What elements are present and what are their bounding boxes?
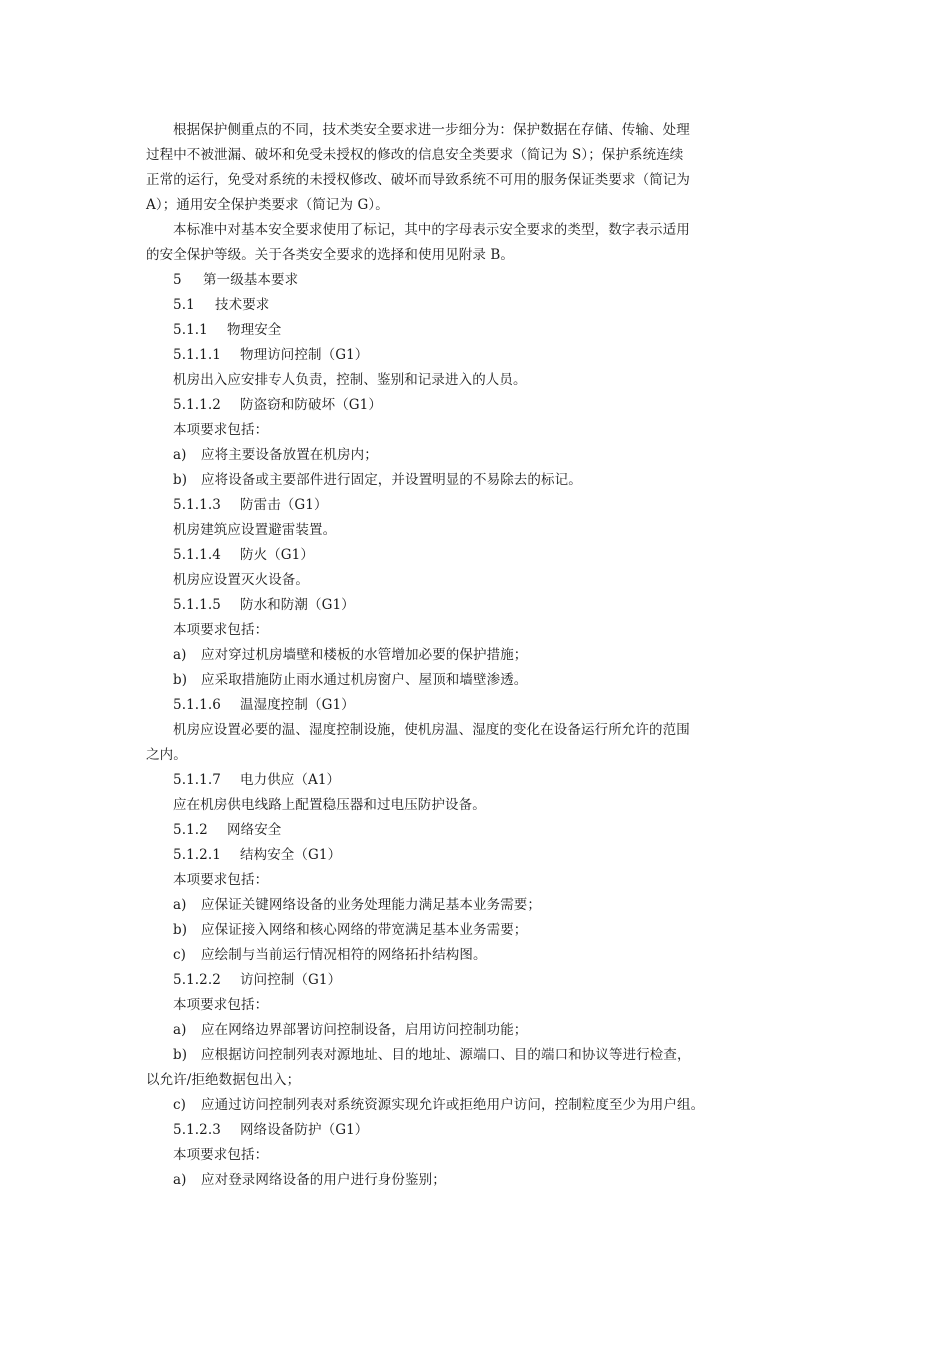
list-text: 应将主要设备放置在机房内； [201,447,378,463]
list-marker: a) [173,1172,187,1188]
list-item [173,1020,726,1040]
section-title: 访问控制（G1） [240,972,342,988]
section-title: 防火（G1） [240,547,314,563]
section-heading [173,970,726,990]
list-text: 应采取措施防止雨水通过机房窗户、屋顶和墙壁渗透。 [201,672,528,688]
section-number: 5.1.2 [173,822,208,838]
list-marker: b) [173,922,188,938]
list-text: 应保证关键网络设备的业务处理能力满足基本业务需要； [201,897,541,913]
body-text: 本项要求包括： [173,1147,269,1163]
section-title: 防水和防潮（G1） [240,597,355,613]
body-text: 机房建筑应设置避雷装置。 [173,522,337,538]
section-number: 5.1.1 [173,322,208,338]
section-title: 技术要求 [215,297,270,313]
body-text: 机房应设置灭火设备。 [173,572,309,588]
section-heading [173,1120,726,1140]
paragraph-line: 本标准中对基本安全要求使用了标记，其中的字母表示安全要求的类型，数字表示适用 [173,222,690,238]
section-title: 防盗窃和防破坏（G1） [240,397,382,413]
body-text: 机房应设置必要的温、湿度控制设施，使机房温、湿度的变化在设备运行所允许的范围 [173,722,690,738]
list-marker: a) [173,897,187,913]
section-heading [173,495,726,515]
list-text: 应对登录网络设备的用户进行身份鉴别； [201,1172,446,1188]
section-number: 5.1 [173,297,195,313]
section-number: 5.1.1.6 [173,697,221,713]
section-number: 5.1.2.1 [173,847,221,863]
list-item [173,670,726,690]
paragraph-line: 过程中不被泄漏、破坏和免受未授权的修改的信息安全类要求（简记为 S）；保护系统连续 [146,147,684,163]
section-heading [173,820,726,840]
list-item [173,920,726,940]
section-number: 5.1.1.4 [173,547,221,563]
section-number: 5.1.2.2 [173,972,221,988]
section-heading [173,320,726,340]
section-title: 物理安全 [227,322,282,338]
section-number: 5 [173,272,182,288]
body-text: 本项要求包括： [173,997,269,1013]
section-heading [173,845,726,865]
section-number: 5.1.1.7 [173,772,221,788]
section-heading [173,695,726,715]
section-title: 网络设备防护（G1） [240,1122,369,1138]
list-text: 应保证接入网络和核心网络的带宽满足基本业务需要； [201,922,528,938]
list-item [173,1170,726,1190]
list-marker: b) [173,472,188,488]
list-text: 应通过访问控制列表对系统资源实现允许或拒绝用户访问，控制粒度至少为用户组。 [201,1097,705,1113]
list-text: 应在网络边界部署访问控制设备，启用访问控制功能； [201,1022,528,1038]
section-heading [173,345,726,365]
paragraph-line: A）；通用安全保护类要求（简记为 G）。 [146,197,389,213]
section-heading [173,270,726,290]
section-heading [173,545,726,565]
section-number: 5.1.1.5 [173,597,221,613]
paragraph-line: 根据保护侧重点的不同，技术类安全要求进一步细分为：保护数据在存储、传输、处理 [173,122,690,138]
paragraph-line: 正常的运行，免受对系统的未授权修改、破坏而导致系统不可用的服务保证类要求（简记为 [146,172,690,188]
body-text: 之内。 [146,747,187,763]
list-marker: a) [173,1022,187,1038]
paragraph-line: 的安全保护等级。关于各类安全要求的选择和使用见附录 B。 [146,247,515,263]
list-item [173,470,726,490]
body-text: 本项要求包括： [173,622,269,638]
list-marker: c) [173,947,187,963]
list-text: 应根据访问控制列表对源地址、目的地址、源端口、目的端口和协议等进行检查， [201,1047,691,1063]
list-item [173,445,726,465]
list-item-continuation: 以允许/拒绝数据包出入； [146,1072,301,1088]
list-item [173,895,726,915]
section-heading [173,295,726,315]
section-heading [173,595,726,615]
section-title: 温湿度控制（G1） [240,697,355,713]
section-title: 结构安全（G1） [240,847,342,863]
section-heading [173,395,726,415]
list-item [173,645,726,665]
section-title: 电力供应（A1） [240,772,341,788]
list-marker: b) [173,1047,188,1063]
list-item [173,945,726,965]
list-item [173,1095,726,1115]
section-number: 5.1.1.1 [173,347,221,363]
list-marker: c) [173,1097,187,1113]
section-title: 物理访问控制（G1） [240,347,369,363]
section-number: 5.1.1.3 [173,497,221,513]
section-title: 防雷击（G1） [240,497,328,513]
list-marker: b) [173,672,188,688]
list-text: 应对穿过机房墙壁和楼板的水管增加必要的保护措施； [201,647,528,663]
section-title: 第一级基本要求 [203,272,299,288]
body-text: 本项要求包括： [173,422,269,438]
section-number: 5.1.1.2 [173,397,221,413]
section-number: 5.1.2.3 [173,1122,221,1138]
list-item [173,1045,726,1065]
body-text: 应在机房供电线路上配置稳压器和过电压防护设备。 [173,797,486,813]
list-marker: a) [173,647,187,663]
body-text: 机房出入应安排专人负责，控制、鉴别和记录进入的人员。 [173,372,527,388]
body-text: 本项要求包括： [173,872,269,888]
list-text: 应绘制与当前运行情况相符的网络拓扑结构图。 [201,947,487,963]
list-text: 应将设备或主要部件进行固定，并设置明显的不易除去的标记。 [201,472,582,488]
list-marker: a) [173,447,187,463]
section-title: 网络安全 [227,822,282,838]
section-heading [173,770,726,790]
